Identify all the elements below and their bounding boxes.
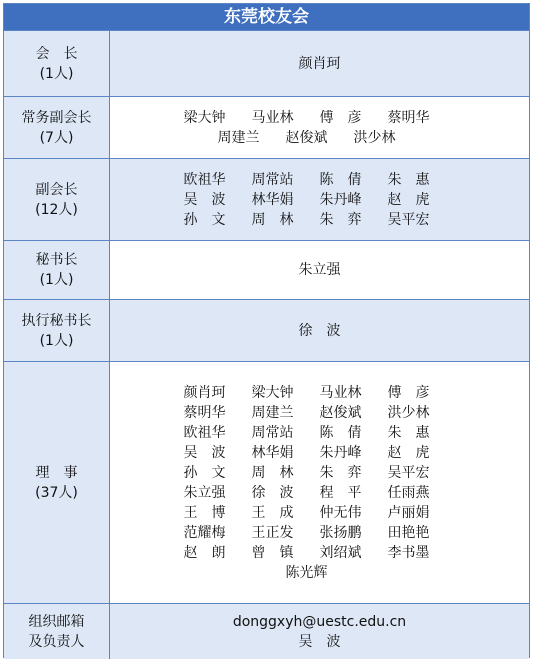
row-content — [110, 31, 529, 96]
member-name: 曾 镇 — [251, 544, 294, 561]
member-name: 徐 波 — [298, 322, 341, 339]
row-label — [4, 604, 110, 659]
member-name: 蔡明华 — [387, 109, 430, 126]
member-name: 卢丽娟 — [387, 504, 430, 521]
contact-email[interactable]: donggxyh@uestc.edu.cn — [232, 613, 407, 630]
role-count: (7人) — [39, 129, 74, 146]
member-name: 马业林 — [251, 109, 294, 126]
member-name: 朱 惠 — [387, 424, 430, 441]
member-name: 赵 虎 — [387, 191, 430, 208]
member-name: 朱立强 — [183, 484, 226, 501]
member-name: 朱 弈 — [319, 211, 362, 228]
names-grid — [218, 128, 422, 148]
member-name: 赵 朗 — [183, 544, 226, 561]
member-name: 洪少林 — [387, 404, 430, 421]
member-name: 欧祖华 — [183, 424, 226, 441]
member-name: 仲无伟 — [319, 504, 362, 521]
member-name: 颜肖珂 — [298, 55, 341, 72]
member-name: 欧祖华 — [183, 171, 226, 188]
role-count: (1人) — [39, 332, 74, 349]
member-name: 张扬鹏 — [319, 524, 362, 541]
member-name: 徐 波 — [251, 484, 294, 501]
member-name: 刘绍斌 — [319, 544, 362, 561]
names-grid — [184, 108, 456, 128]
role-count: (12人) — [35, 201, 78, 218]
member-name: 周 林 — [251, 464, 294, 481]
role-name: 执行秘书长 — [21, 312, 92, 329]
member-name: 朱 弈 — [319, 464, 362, 481]
row-president — [4, 30, 529, 96]
row-content — [110, 97, 529, 158]
row-vice-president — [4, 158, 529, 240]
member-name: 林华娟 — [251, 444, 294, 461]
member-name: 朱丹峰 — [319, 191, 362, 208]
row-content — [110, 362, 529, 603]
member-name: 周 林 — [251, 211, 294, 228]
row-content — [110, 300, 529, 361]
contact-person: 吴 波 — [298, 633, 341, 650]
role-name: 副会长 — [35, 181, 78, 198]
member-name: 洪少林 — [353, 129, 396, 146]
member-name: 周建兰 — [251, 404, 294, 421]
names-grid — [184, 170, 456, 230]
member-name: 颜肖珂 — [183, 384, 226, 401]
member-name: 陈 倩 — [319, 424, 362, 441]
member-name: 王正发 — [251, 524, 294, 541]
row-label — [4, 362, 110, 603]
role-name: 理 事 — [35, 464, 78, 481]
row-label — [4, 159, 110, 240]
member-name: 朱立强 — [298, 262, 341, 278]
member-name: 程 平 — [319, 484, 362, 501]
row-council-members — [4, 361, 529, 603]
contact-label-line2: 及负责人 — [28, 633, 85, 650]
member-name: 李书墨 — [387, 544, 430, 561]
role-count: (1人) — [39, 65, 74, 82]
role-name: 常务副会长 — [21, 109, 92, 126]
member-name: 赵俊斌 — [285, 129, 328, 146]
table-title: 东莞校友会 — [4, 4, 529, 30]
member-name: 赵 虎 — [387, 444, 430, 461]
alumni-table — [3, 3, 530, 658]
member-name: 朱丹峰 — [319, 444, 362, 461]
member-name: 田艳艳 — [387, 524, 430, 541]
names-grid — [184, 383, 456, 563]
member-name: 吴 波 — [183, 444, 226, 461]
row-contact — [4, 603, 529, 659]
member-name: 陈 倩 — [319, 171, 362, 188]
member-name: 周建兰 — [217, 129, 260, 146]
role-count: (37人) — [35, 484, 78, 501]
member-name: 任雨燕 — [387, 484, 430, 501]
member-name: 陈光辉 — [285, 564, 328, 581]
member-name: 林华娟 — [251, 191, 294, 208]
member-name: 周常站 — [251, 171, 294, 188]
contact-label-line1: 组织邮箱 — [28, 613, 85, 630]
member-name: 赵俊斌 — [319, 404, 362, 421]
row-label — [4, 97, 110, 158]
member-name: 吴 波 — [183, 191, 226, 208]
member-name: 孙 文 — [183, 464, 226, 481]
role-name: 会 长 — [35, 45, 78, 62]
member-name: 王 成 — [251, 504, 294, 521]
member-name: 周常站 — [251, 424, 294, 441]
row-content — [110, 604, 529, 659]
member-name: 傅 彦 — [387, 384, 430, 401]
member-name: 王 博 — [183, 504, 226, 521]
member-name: 梁大钟 — [183, 109, 226, 126]
member-name: 朱 惠 — [387, 171, 430, 188]
member-name: 马业林 — [319, 384, 362, 401]
row-label — [4, 31, 110, 96]
role-count: (1人) — [39, 272, 74, 288]
row-secretary-general — [4, 240, 529, 299]
role-name: 秘书长 — [35, 252, 78, 268]
row-label — [4, 300, 110, 361]
member-name: 孙 文 — [183, 211, 226, 228]
names-grid — [286, 563, 354, 583]
member-name: 傅 彦 — [319, 109, 362, 126]
row-executive-secretary-general — [4, 299, 529, 361]
member-name: 蔡明华 — [183, 404, 226, 421]
row-executive-vice-president — [4, 96, 529, 158]
row-content — [110, 241, 529, 299]
member-name: 范耀梅 — [183, 524, 226, 541]
member-name: 吴平宏 — [387, 211, 430, 228]
member-name: 梁大钟 — [251, 384, 294, 401]
row-content — [110, 159, 529, 240]
row-label — [4, 241, 110, 299]
member-name: 吴平宏 — [387, 464, 430, 481]
